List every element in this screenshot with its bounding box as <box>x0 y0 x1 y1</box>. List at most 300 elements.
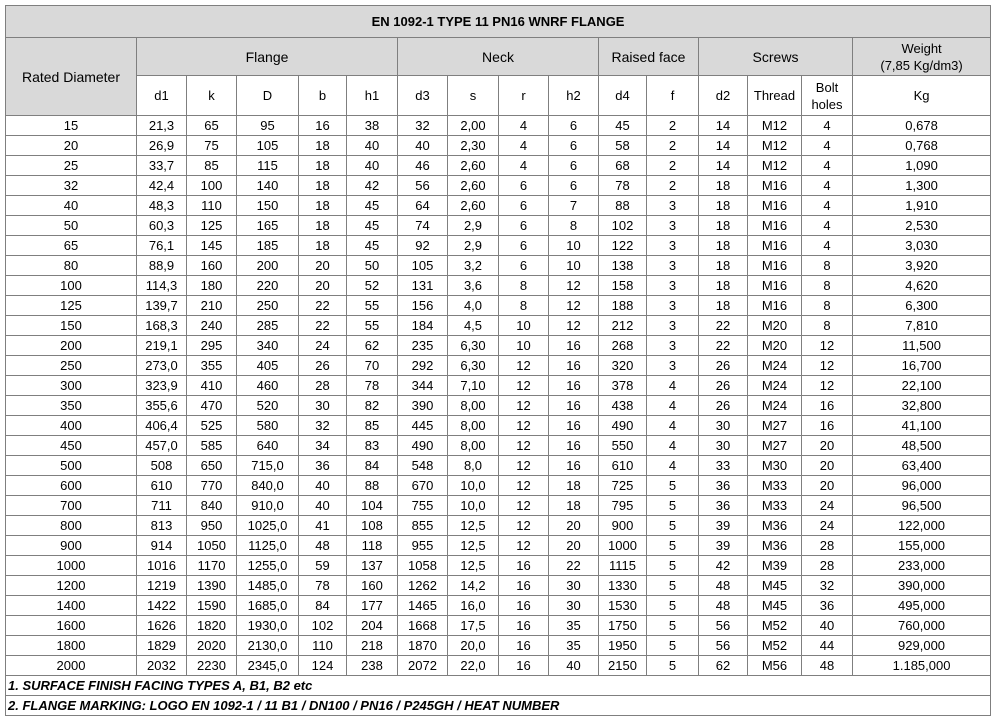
table-cell: 1330 <box>599 576 647 596</box>
table-cell: 74 <box>398 216 448 236</box>
table-cell: 5 <box>647 596 699 616</box>
table-cell: 42,4 <box>137 176 187 196</box>
table-cell: 18 <box>299 196 347 216</box>
table-cell: M24 <box>748 396 802 416</box>
table-cell: 64 <box>398 196 448 216</box>
table-cell: M12 <box>748 136 802 156</box>
table-cell: M16 <box>748 296 802 316</box>
table-cell: 184 <box>398 316 448 336</box>
rated-diameter-cell: 50 <box>6 216 137 236</box>
table-row <box>6 396 991 416</box>
table-cell: 1262 <box>398 576 448 596</box>
table-cell: 2 <box>647 156 699 176</box>
table-cell: 4 <box>647 436 699 456</box>
table-cell: 22 <box>299 296 347 316</box>
table-cell: 26 <box>699 376 748 396</box>
table-cell: 18 <box>699 216 748 236</box>
table-cell: 5 <box>647 476 699 496</box>
table-cell: 30 <box>699 416 748 436</box>
table-cell: 320 <box>599 356 647 376</box>
table-cell: 2,9 <box>448 216 499 236</box>
table-cell: 460 <box>237 376 299 396</box>
table-cell: 8,00 <box>448 436 499 456</box>
table-cell: 35 <box>549 636 599 656</box>
rated-diameter-cell: 25 <box>6 156 137 176</box>
rated-diameter-cell: 800 <box>6 516 137 536</box>
table-cell: 76,1 <box>137 236 187 256</box>
rated-diameter-cell: 40 <box>6 196 137 216</box>
table-cell: 344 <box>398 376 448 396</box>
table-cell: 16 <box>549 376 599 396</box>
col-header-kg: Kg <box>853 76 991 116</box>
table-cell: 95 <box>237 116 299 136</box>
table-cell: M20 <box>748 316 802 336</box>
table-cell: M16 <box>748 176 802 196</box>
table-cell: 36 <box>299 456 347 476</box>
table-cell: 580 <box>237 416 299 436</box>
table-cell: 104 <box>347 496 398 516</box>
table-cell: 85 <box>187 156 237 176</box>
table-cell: 640 <box>237 436 299 456</box>
table-cell: 760,000 <box>853 616 991 636</box>
table-cell: 2,9 <box>448 236 499 256</box>
table-cell: 1058 <box>398 556 448 576</box>
table-cell: 340 <box>237 336 299 356</box>
table-row <box>6 136 991 156</box>
table-cell: 56 <box>699 636 748 656</box>
table-cell: 16 <box>499 656 549 676</box>
table-cell: 84 <box>299 596 347 616</box>
table-cell: 26 <box>699 356 748 376</box>
table-cell: 323,9 <box>137 376 187 396</box>
rated-diameter-cell: 350 <box>6 396 137 416</box>
table-cell: 4 <box>647 456 699 476</box>
table-cell: 2020 <box>187 636 237 656</box>
table-cell: 18 <box>699 236 748 256</box>
table-cell: 2,60 <box>448 156 499 176</box>
table-row <box>6 636 991 656</box>
table-row <box>6 276 991 296</box>
table-cell: 12 <box>499 516 549 536</box>
table-cell: 1170 <box>187 556 237 576</box>
rated-diameter-cell: 32 <box>6 176 137 196</box>
table-cell: 12 <box>499 456 549 476</box>
table-cell: 929,000 <box>853 636 991 656</box>
table-cell: M39 <box>748 556 802 576</box>
rated-diameter-cell: 2000 <box>6 656 137 676</box>
table-cell: 41 <box>299 516 347 536</box>
table-cell: 715,0 <box>237 456 299 476</box>
table-cell: 38 <box>347 116 398 136</box>
table-cell: 16 <box>549 396 599 416</box>
table-cell: 235 <box>398 336 448 356</box>
table-cell: 18 <box>299 216 347 236</box>
table-row <box>6 516 991 536</box>
table-cell: 165 <box>237 216 299 236</box>
table-cell: 6 <box>499 216 549 236</box>
table-cell: 50 <box>347 256 398 276</box>
table-cell: 115 <box>237 156 299 176</box>
table-cell: 204 <box>347 616 398 636</box>
table-cell: 355,6 <box>137 396 187 416</box>
table-cell: 840 <box>187 496 237 516</box>
table-row <box>6 256 991 276</box>
table-cell: 6 <box>549 136 599 156</box>
table-cell: 5 <box>647 556 699 576</box>
table-cell: 150 <box>237 196 299 216</box>
table-cell: 46 <box>398 156 448 176</box>
table-cell: 795 <box>599 496 647 516</box>
rated-diameter-cell: 1400 <box>6 596 137 616</box>
table-cell: 5 <box>647 576 699 596</box>
table-row <box>6 556 991 576</box>
table-cell: 0,678 <box>853 116 991 136</box>
table-cell: 10 <box>499 336 549 356</box>
table-cell: 378 <box>599 376 647 396</box>
table-cell: M45 <box>748 576 802 596</box>
table-cell: 32 <box>299 416 347 436</box>
table-cell: 3 <box>647 296 699 316</box>
table-cell: M24 <box>748 356 802 376</box>
table-cell: 585 <box>187 436 237 456</box>
table-row <box>6 436 991 456</box>
table-cell: 470 <box>187 396 237 416</box>
table-cell: 12 <box>499 436 549 456</box>
table-cell: 610 <box>137 476 187 496</box>
table-cell: 33,7 <box>137 156 187 176</box>
col-header-r: r <box>499 76 549 116</box>
table-cell: 7,810 <box>853 316 991 336</box>
rated-diameter-cell: 15 <box>6 116 137 136</box>
table-cell: M56 <box>748 656 802 676</box>
table-cell: 88 <box>599 196 647 216</box>
table-row <box>6 216 991 236</box>
table-cell: 5 <box>647 656 699 676</box>
table-cell: 114,3 <box>137 276 187 296</box>
table-cell: 650 <box>187 456 237 476</box>
table-cell: M36 <box>748 516 802 536</box>
table-cell: 840,0 <box>237 476 299 496</box>
table-cell: 445 <box>398 416 448 436</box>
note-flange-marking: 2. FLANGE MARKING: LOGO EN 1092-1 / 11 B1 / DN100 / PN16 / P245GH / HEAT NUMBER <box>6 696 991 716</box>
table-cell: 900 <box>599 516 647 536</box>
table-cell: 18 <box>299 156 347 176</box>
table-cell: 20 <box>549 536 599 556</box>
table-cell: 2 <box>647 176 699 196</box>
col-header-b: b <box>299 76 347 116</box>
table-row <box>6 336 991 356</box>
rated-diameter-cell: 500 <box>6 456 137 476</box>
table-cell: 16 <box>549 456 599 476</box>
table-cell: 6 <box>499 236 549 256</box>
table-cell: M33 <box>748 496 802 516</box>
table-cell: 4 <box>647 416 699 436</box>
table-cell: 1485,0 <box>237 576 299 596</box>
table-cell: 100 <box>187 176 237 196</box>
table-cell: 32 <box>398 116 448 136</box>
table-cell: 5 <box>647 496 699 516</box>
table-cell: 26 <box>299 356 347 376</box>
raised-face-group-header: Raised face <box>599 38 699 76</box>
table-cell: 1422 <box>137 596 187 616</box>
table-cell: 10,0 <box>448 476 499 496</box>
table-cell: 525 <box>187 416 237 436</box>
table-cell: 4,0 <box>448 296 499 316</box>
table-cell: M45 <box>748 596 802 616</box>
table-cell: 145 <box>187 236 237 256</box>
table-cell: 3 <box>647 316 699 336</box>
table-cell: 4 <box>499 156 549 176</box>
table-cell: 8 <box>802 316 853 336</box>
table-cell: 8 <box>549 216 599 236</box>
table-cell: 1950 <box>599 636 647 656</box>
table-cell: 55 <box>347 316 398 336</box>
table-cell: 22,0 <box>448 656 499 676</box>
table-cell: 75 <box>187 136 237 156</box>
table-cell: 160 <box>187 256 237 276</box>
table-row <box>6 296 991 316</box>
col-header-k: k <box>187 76 237 116</box>
table-row <box>6 496 991 516</box>
table-cell: 8 <box>499 296 549 316</box>
table-cell: 45 <box>599 116 647 136</box>
table-cell: 1668 <box>398 616 448 636</box>
table-cell: 16,0 <box>448 596 499 616</box>
table-cell: 12 <box>802 336 853 356</box>
table-cell: 2130,0 <box>237 636 299 656</box>
table-cell: 12 <box>499 376 549 396</box>
bolt-holes-line1: Bolt <box>815 79 839 95</box>
table-cell: 6 <box>549 116 599 136</box>
table-cell: 131 <box>398 276 448 296</box>
table-cell: 238 <box>347 656 398 676</box>
table-cell: 770 <box>187 476 237 496</box>
table-cell: 20 <box>802 476 853 496</box>
table-cell: 55 <box>347 296 398 316</box>
table-cell: 2150 <box>599 656 647 676</box>
table-cell: 550 <box>599 436 647 456</box>
table-cell: 12 <box>802 376 853 396</box>
table-cell: 16 <box>499 636 549 656</box>
table-cell: 40 <box>299 496 347 516</box>
table-cell: 10,0 <box>448 496 499 516</box>
table-cell: 4 <box>802 216 853 236</box>
table-cell: 4 <box>647 396 699 416</box>
table-cell: M36 <box>748 536 802 556</box>
table-cell: 3 <box>647 236 699 256</box>
table-cell: 6 <box>499 256 549 276</box>
table-cell: 220 <box>237 276 299 296</box>
table-cell: 26,9 <box>137 136 187 156</box>
table-cell: 5 <box>647 616 699 636</box>
table-cell: 3,2 <box>448 256 499 276</box>
table-cell: 20,0 <box>448 636 499 656</box>
table-cell: 40 <box>549 656 599 676</box>
table-cell: 6,30 <box>448 336 499 356</box>
table-title: EN 1092-1 TYPE 11 PN16 WNRF FLANGE <box>6 6 991 38</box>
table-cell: 45 <box>347 236 398 256</box>
rated-diameter-cell: 450 <box>6 436 137 456</box>
table-row <box>6 236 991 256</box>
table-cell: 12 <box>499 416 549 436</box>
weight-density: (7,85 Kg/dm3) <box>880 57 963 73</box>
table-cell: 4 <box>802 116 853 136</box>
table-cell: 137 <box>347 556 398 576</box>
rated-diameter-header: Rated Diameter <box>6 38 137 116</box>
table-cell: 3,030 <box>853 236 991 256</box>
table-cell: 35 <box>549 616 599 636</box>
table-cell: 1870 <box>398 636 448 656</box>
table-cell: 158 <box>599 276 647 296</box>
col-header-h1: h1 <box>347 76 398 116</box>
table-cell: 1750 <box>599 616 647 636</box>
table-cell: 1000 <box>599 536 647 556</box>
table-cell: 548 <box>398 456 448 476</box>
table-cell: 268 <box>599 336 647 356</box>
rated-diameter-cell: 1600 <box>6 616 137 636</box>
table-cell: 12 <box>499 496 549 516</box>
table-cell: 295 <box>187 336 237 356</box>
table-cell: 18 <box>299 236 347 256</box>
table-cell: 405 <box>237 356 299 376</box>
table-cell: 140 <box>237 176 299 196</box>
table-cell: 102 <box>299 616 347 636</box>
table-cell: 18 <box>699 276 748 296</box>
table-cell: 110 <box>299 636 347 656</box>
table-cell: 16 <box>549 416 599 436</box>
table-cell: 40 <box>299 476 347 496</box>
table-cell: 56 <box>398 176 448 196</box>
flange-spec-table <box>5 5 991 716</box>
table-cell: 4 <box>647 376 699 396</box>
table-cell: 0,768 <box>853 136 991 156</box>
table-cell: 5 <box>647 516 699 536</box>
table-cell: 1,910 <box>853 196 991 216</box>
table-cell: 180 <box>187 276 237 296</box>
col-header-f: f <box>647 76 699 116</box>
table-cell: 32,800 <box>853 396 991 416</box>
table-cell: 4 <box>499 116 549 136</box>
table-cell: 10 <box>549 256 599 276</box>
table-cell: 1219 <box>137 576 187 596</box>
table-cell: 36 <box>699 496 748 516</box>
table-cell: 122 <box>599 236 647 256</box>
table-cell: 855 <box>398 516 448 536</box>
table-cell: 4 <box>802 156 853 176</box>
table-cell: 3 <box>647 276 699 296</box>
table-cell: 12 <box>549 316 599 336</box>
table-cell: 88,9 <box>137 256 187 276</box>
table-row <box>6 156 991 176</box>
table-body <box>6 116 991 676</box>
rated-diameter-cell: 600 <box>6 476 137 496</box>
table-cell: 18 <box>699 196 748 216</box>
table-cell: 6 <box>499 176 549 196</box>
weight-group-header <box>853 38 991 76</box>
bolt-holes-line2: holes <box>811 96 843 112</box>
table-row <box>6 536 991 556</box>
table-cell: 12,5 <box>448 536 499 556</box>
table-cell: 20 <box>802 456 853 476</box>
table-cell: 22 <box>699 316 748 336</box>
table-cell: 48 <box>699 596 748 616</box>
table-cell: 82 <box>347 396 398 416</box>
table-cell: 24 <box>299 336 347 356</box>
table-cell: 3,920 <box>853 256 991 276</box>
table-cell: 124 <box>299 656 347 676</box>
table-cell: 16 <box>499 616 549 636</box>
rated-diameter-cell: 200 <box>6 336 137 356</box>
table-cell: 3 <box>647 256 699 276</box>
table-cell: 60,3 <box>137 216 187 236</box>
col-header-d4: d4 <box>599 76 647 116</box>
table-cell: 212 <box>599 316 647 336</box>
table-cell: 68 <box>599 156 647 176</box>
table-cell: 240 <box>187 316 237 336</box>
table-cell: M20 <box>748 336 802 356</box>
table-cell: 20 <box>549 516 599 536</box>
table-cell: 8 <box>802 296 853 316</box>
table-cell: 16 <box>549 356 599 376</box>
table-cell: 88 <box>347 476 398 496</box>
table-cell: 914 <box>137 536 187 556</box>
col-header-bolt-holes <box>802 76 853 116</box>
table-cell: 1820 <box>187 616 237 636</box>
table-cell: M12 <box>748 156 802 176</box>
table-cell: 2,00 <box>448 116 499 136</box>
col-header-d3: d3 <box>398 76 448 116</box>
table-cell: 1,300 <box>853 176 991 196</box>
rated-diameter-cell: 100 <box>6 276 137 296</box>
table-cell: 950 <box>187 516 237 536</box>
table-cell: 2072 <box>398 656 448 676</box>
table-cell: 96,500 <box>853 496 991 516</box>
table-cell: 21,3 <box>137 116 187 136</box>
table-cell: 4 <box>499 136 549 156</box>
table-cell: 955 <box>398 536 448 556</box>
table-cell: 210 <box>187 296 237 316</box>
table-cell: 108 <box>347 516 398 536</box>
table-cell: 273,0 <box>137 356 187 376</box>
table-cell: 28 <box>802 536 853 556</box>
table-row <box>6 616 991 636</box>
table-cell: 711 <box>137 496 187 516</box>
table-cell: 2,530 <box>853 216 991 236</box>
table-cell: 26 <box>699 396 748 416</box>
table-cell: 30 <box>699 436 748 456</box>
table-cell: 177 <box>347 596 398 616</box>
table-cell: M12 <box>748 116 802 136</box>
table-cell: 48 <box>802 656 853 676</box>
table-cell: 292 <box>398 356 448 376</box>
table-cell: M16 <box>748 256 802 276</box>
table-cell: M16 <box>748 216 802 236</box>
table-cell: 16 <box>802 396 853 416</box>
rated-diameter-cell: 400 <box>6 416 137 436</box>
table-cell: 12,5 <box>448 516 499 536</box>
table-cell: 30 <box>549 576 599 596</box>
col-header-s: s <box>448 76 499 116</box>
rated-diameter-cell: 300 <box>6 376 137 396</box>
table-cell: 390,000 <box>853 576 991 596</box>
table-cell: 14 <box>699 156 748 176</box>
table-cell: 1530 <box>599 596 647 616</box>
table-cell: M27 <box>748 416 802 436</box>
table-cell: 22 <box>299 316 347 336</box>
table-cell: 495,000 <box>853 596 991 616</box>
table-cell: 14 <box>699 116 748 136</box>
table-cell: 84 <box>347 456 398 476</box>
